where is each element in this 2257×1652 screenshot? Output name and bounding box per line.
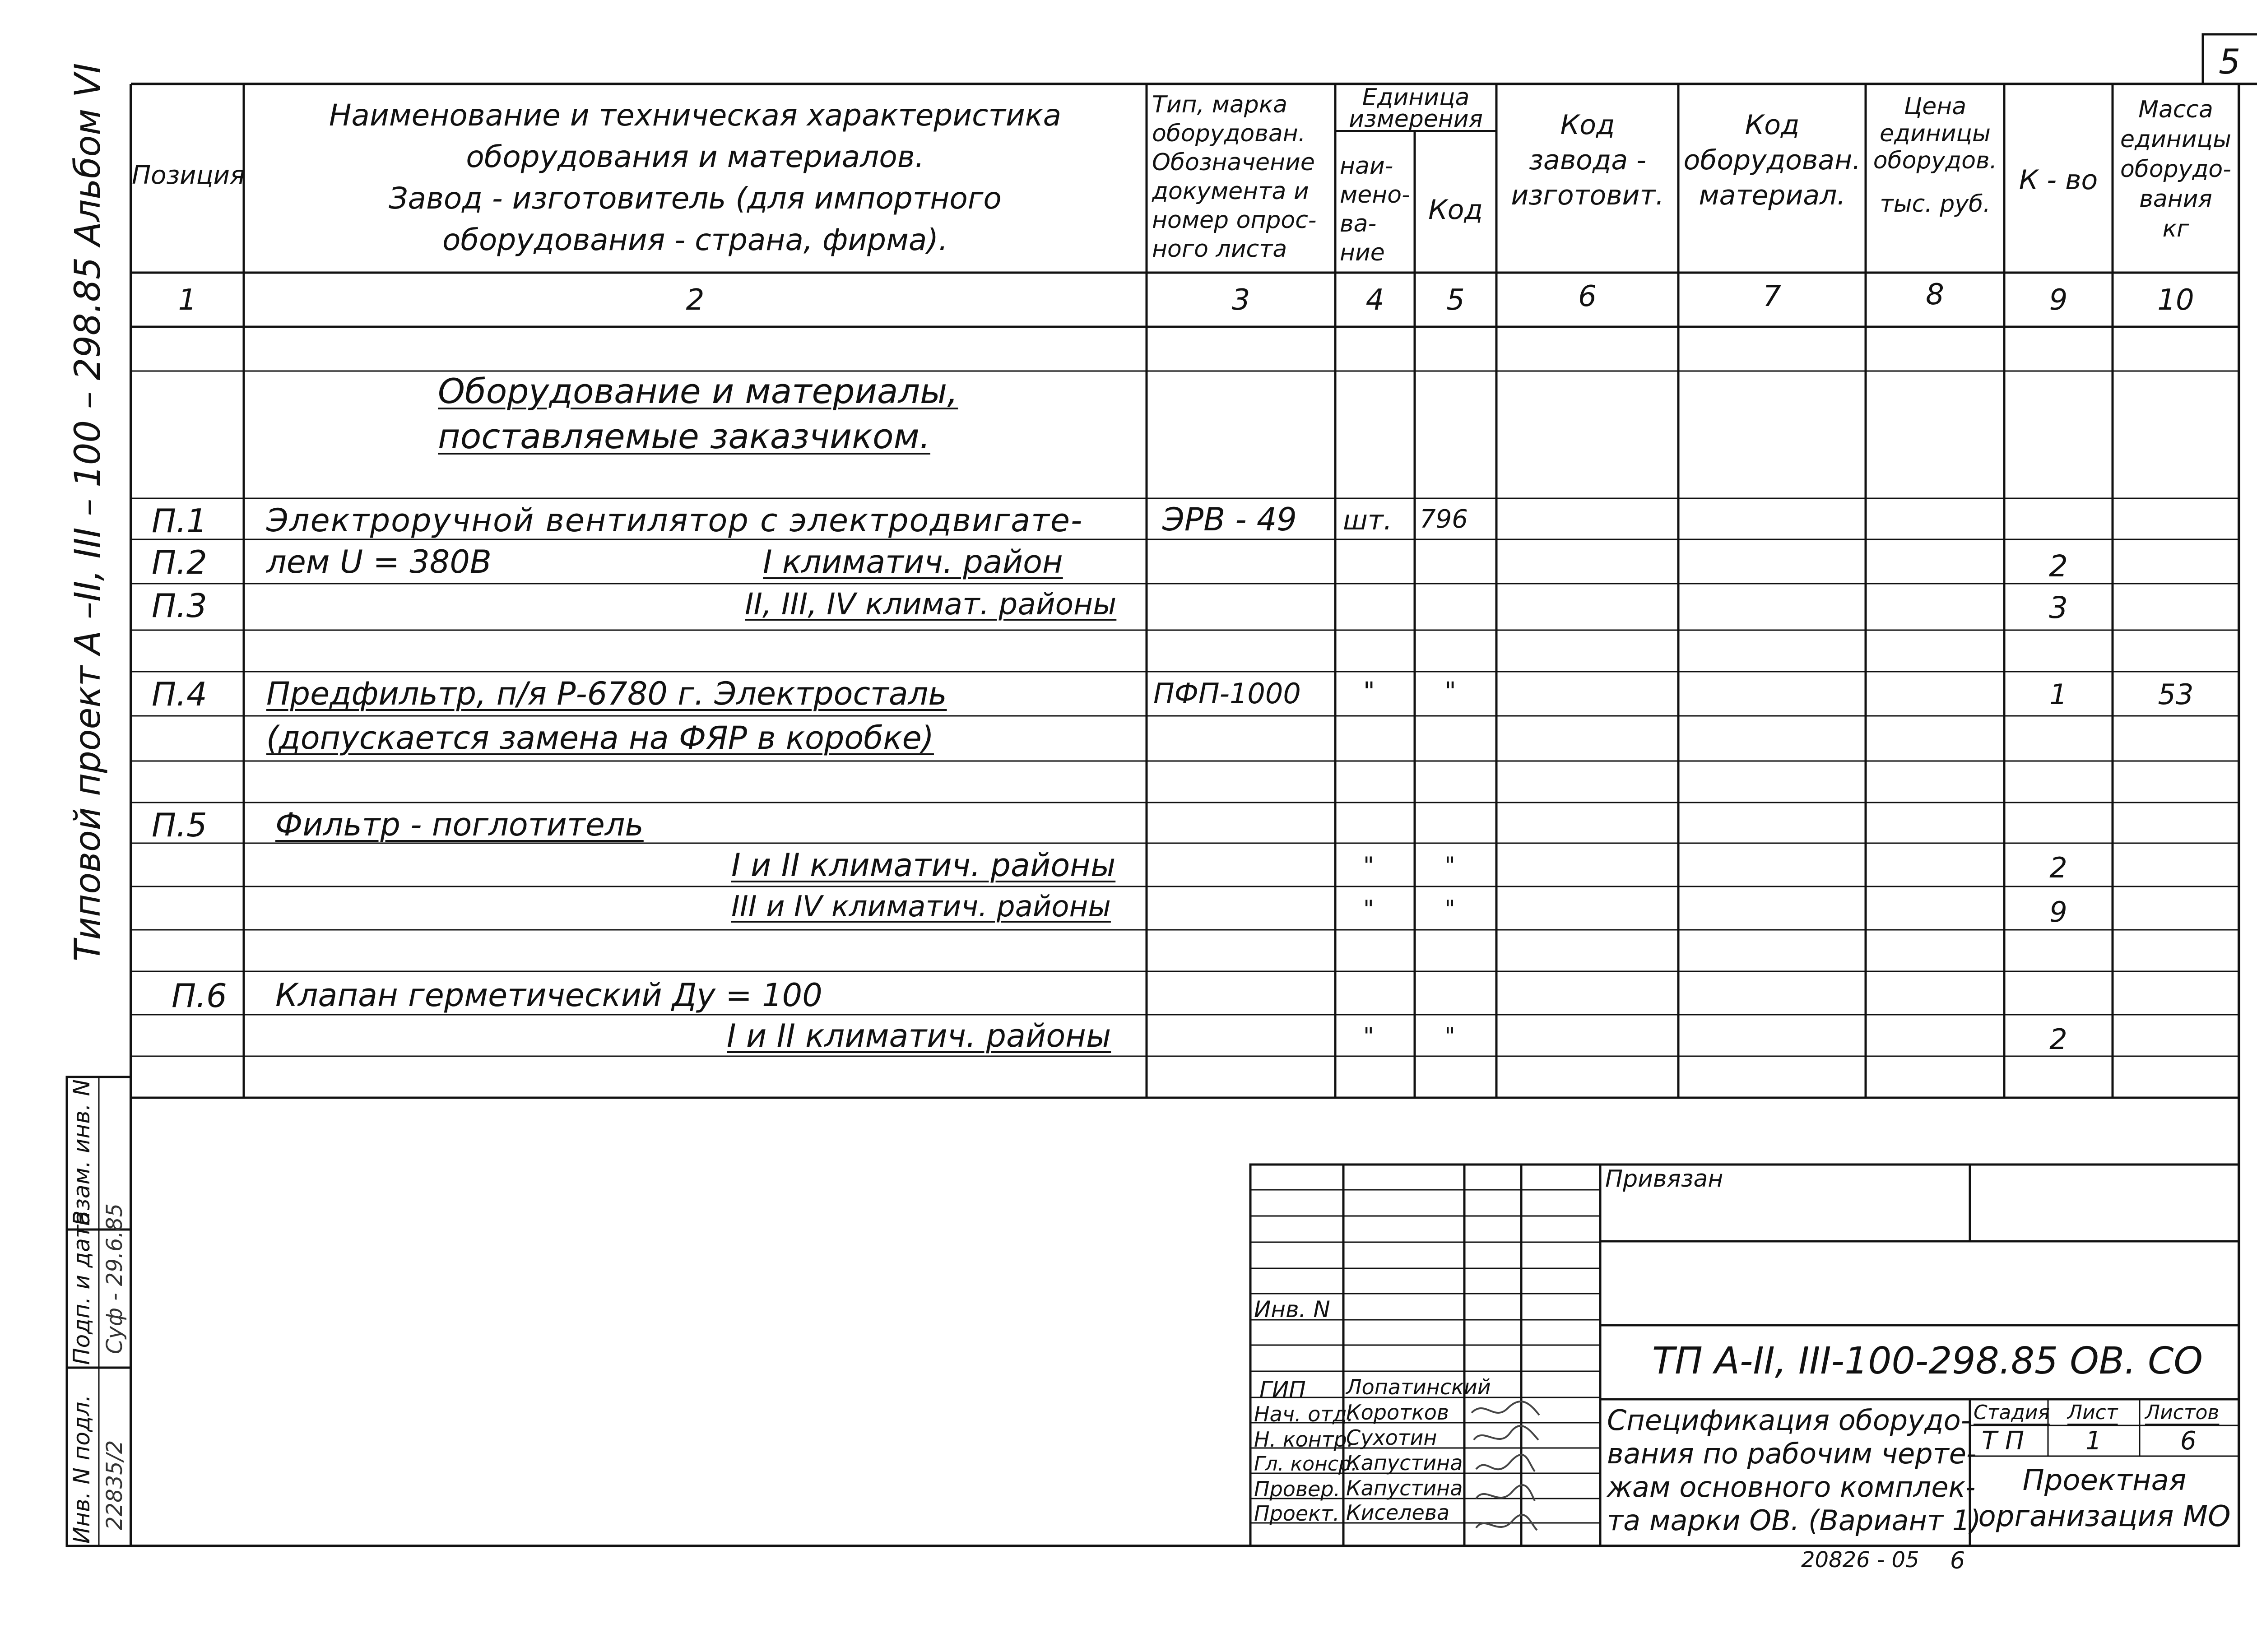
tb-role-name: Сухотин	[1346, 1425, 1437, 1450]
header-price	[1866, 93, 2004, 218]
header-unit-name-line: мено-	[1340, 181, 1410, 209]
col-number: 9	[2049, 283, 2068, 317]
stamp-vzam: Взам. инв. N	[69, 1079, 95, 1226]
row-unit: "	[1363, 677, 1375, 706]
header-price-line: тыс. руб.	[1880, 190, 1991, 218]
header-price-line: оборудов.	[1873, 147, 1997, 174]
col-number: 4	[1365, 283, 1384, 317]
header-position: Позиция	[132, 161, 245, 190]
tb-inv-n: Инв. N	[1254, 1296, 1330, 1323]
header-price-line: единицы	[1880, 120, 1991, 147]
header-factory-code	[1498, 107, 1677, 213]
stamp-podp-data: Подп. и дата	[69, 1211, 95, 1365]
header-quantity: К - во	[2019, 164, 2098, 196]
section-title-line-2: поставляемые заказчиком.	[438, 416, 930, 456]
row-name: Электроручной вентилятор с электродвигате-	[266, 502, 1083, 539]
row-position: П.5	[152, 806, 207, 844]
header-unit-group	[1335, 84, 1496, 133]
row-name-right: I климатич. район	[763, 543, 1063, 580]
header-name-line: оборудования и материалов.	[466, 139, 924, 174]
row-code: 796	[1420, 505, 1468, 534]
tb-role: ГИП	[1259, 1377, 1306, 1403]
header-type-line: Обозначение	[1152, 149, 1315, 176]
row-quantity: 9	[2049, 896, 2067, 928]
header-factory-line: Код	[1560, 109, 1615, 141]
tb-description-line: Спецификация оборудо-	[1607, 1404, 1971, 1437]
row-name: Клапан герметический Ду = 100	[275, 977, 822, 1014]
header-type-line: номер опрос-	[1152, 207, 1317, 234]
tb-role: Нач. отд.	[1254, 1402, 1354, 1426]
header-name	[253, 95, 1138, 261]
col-number: 2	[686, 283, 705, 317]
tb-sheet-value: 1	[2085, 1426, 2102, 1456]
header-unit-name	[1340, 152, 1416, 267]
header-code: Код	[1428, 194, 1483, 226]
signature-mark	[1476, 1455, 1535, 1471]
row-name: лем U = 380В	[266, 543, 492, 580]
row-unit: "	[1363, 896, 1374, 923]
col-number: 7	[1763, 280, 1781, 313]
row-name-right: III и IV климатич. районы	[731, 890, 1111, 923]
row-mass: 53	[2158, 678, 2194, 711]
row-quantity: 2	[2049, 1023, 2067, 1056]
header-type-line: ного листа	[1152, 236, 1287, 263]
tb-role-name: Капустина	[1346, 1476, 1463, 1500]
tb-role-name: Лопатинский	[1346, 1375, 1491, 1399]
header-equipment-code	[1679, 107, 1865, 213]
stamp-podp-data-value: Суф - 29.6.85	[102, 1203, 127, 1354]
header-unit-name-line: ва-	[1340, 210, 1377, 237]
footer-code: 20826 - 05	[1801, 1547, 1919, 1573]
row-quantity: 3	[2049, 590, 2068, 625]
row-position: П.1	[152, 502, 207, 540]
header-type-line: документа и	[1152, 178, 1309, 205]
signature-mark	[1472, 1401, 1539, 1415]
tb-organization-line: организация МО	[1978, 1500, 2231, 1533]
tb-role: Провер.	[1254, 1477, 1341, 1501]
stamp-inv-podl: Инв. N подл.	[69, 1394, 95, 1544]
row-type: ПФП-1000	[1153, 677, 1301, 710]
header-type	[1152, 90, 1333, 264]
col-number: 3	[1231, 283, 1250, 317]
row-name-right: II, III, IV климат. районы	[745, 587, 1117, 622]
header-mass-line: единицы	[2120, 126, 2231, 153]
row-position: П.6	[172, 977, 227, 1015]
row-code: "	[1444, 852, 1455, 879]
row-code: "	[1444, 677, 1456, 706]
header-unit-name-line: наи-	[1340, 153, 1393, 180]
header-name-line: Завод - изготовитель (для импортного	[389, 181, 1002, 216]
tb-description-line: та марки ОВ. (Вариант 1)	[1607, 1504, 1981, 1537]
side-title: Типовой проект А –II, III – 100 – 298.85 Альбом VI	[68, 63, 108, 961]
tb-document-code: ТП А-II, III-100-298.85 ОВ. СО	[1652, 1340, 2203, 1383]
row-name: Предфильтр, п/я Р-6780 г. Электросталь	[266, 675, 947, 712]
row-unit: "	[1363, 1023, 1374, 1050]
row-position: П.4	[152, 675, 207, 713]
header-unit-name-line: ние	[1340, 239, 1385, 266]
page-number: 5	[2219, 42, 2241, 82]
col-number: 8	[1926, 278, 1944, 311]
header-mass-line: оборудо-	[2120, 156, 2231, 183]
row-name: (допускается замена на ФЯР в коробке)	[266, 719, 934, 756]
row-name: Фильтр - поглотитель	[275, 806, 644, 843]
tb-role-name: Коротков	[1346, 1400, 1449, 1425]
section-title-line-1: Оборудование и материалы,	[438, 371, 958, 411]
header-type-line: Тип, марка	[1152, 91, 1287, 118]
col-number: 1	[178, 283, 197, 317]
header-equipment-line: Код	[1745, 109, 1800, 141]
tb-role-name: Киселева	[1346, 1500, 1450, 1525]
stamp-inv-podl-value: 22835/2	[102, 1440, 127, 1530]
tb-organization	[1974, 1462, 2235, 1535]
header-factory-line: изготовит.	[1511, 180, 1664, 211]
col-number: 5	[1446, 283, 1465, 317]
tb-privyazan: Привязан	[1605, 1165, 1723, 1193]
header-unit-line: измерения	[1349, 106, 1483, 133]
header-mass-line: кг	[2162, 215, 2189, 242]
tb-stage-value: Т П	[1982, 1426, 2025, 1456]
row-name-right: I и II климатич. районы	[727, 1017, 1111, 1054]
row-quantity: 1	[2049, 678, 2067, 711]
row-position: П.2	[152, 543, 207, 581]
tb-sheets-label: Листов	[2145, 1401, 2220, 1424]
signature-mark	[1476, 1485, 1535, 1501]
tb-description	[1607, 1404, 1981, 1537]
row-quantity: 2	[2049, 549, 2068, 584]
tb-role-name: Капустина	[1346, 1451, 1463, 1475]
row-unit: "	[1363, 852, 1374, 879]
footer-number: 6	[1950, 1547, 1965, 1574]
tb-role: Проект.	[1254, 1501, 1340, 1526]
header-mass	[2113, 95, 2239, 244]
header-mass-line: вания	[2139, 186, 2212, 213]
col-number: 10	[2157, 283, 2194, 317]
row-position: П.3	[152, 587, 207, 625]
tb-description-line: вания по рабочим черте-	[1607, 1437, 1977, 1470]
header-type-line: оборудован.	[1152, 120, 1306, 147]
row-code: "	[1444, 1023, 1455, 1050]
tb-organization-line: Проектная	[2022, 1464, 2187, 1497]
header-unit-line: Единица	[1362, 84, 1470, 111]
header-equipment-line: оборудован.	[1683, 144, 1861, 176]
tb-sheet-label: Лист	[2067, 1401, 2118, 1424]
header-price-line: Цена	[1904, 93, 1967, 120]
row-name-right: I и II климатич. районы	[731, 847, 1116, 884]
header-factory-line: завода -	[1529, 144, 1646, 176]
tb-sheets-value: 6	[2180, 1426, 2197, 1456]
tb-role: Н. контр.	[1254, 1427, 1354, 1452]
tb-stage-label: Стадия	[1974, 1401, 2050, 1424]
header-equipment-line: материал.	[1699, 180, 1846, 211]
signature-mark	[1476, 1515, 1537, 1530]
header-name-line: Наименование и техническая характеристика	[329, 98, 1062, 133]
header-mass-line: Масса	[2138, 96, 2213, 123]
row-quantity: 2	[2049, 851, 2067, 884]
row-code: "	[1444, 896, 1455, 923]
row-type: ЭРВ - 49	[1162, 501, 1297, 538]
col-number: 6	[1578, 280, 1597, 313]
row-unit: шт.	[1343, 505, 1392, 536]
signature-marks	[1467, 1395, 1544, 1544]
tb-role: Гл. конср.	[1254, 1452, 1357, 1476]
signature-mark	[1474, 1426, 1538, 1440]
header-name-line: оборудования - страна, фирма).	[442, 223, 948, 257]
tb-description-line: жам основного комплек-	[1607, 1471, 1976, 1504]
